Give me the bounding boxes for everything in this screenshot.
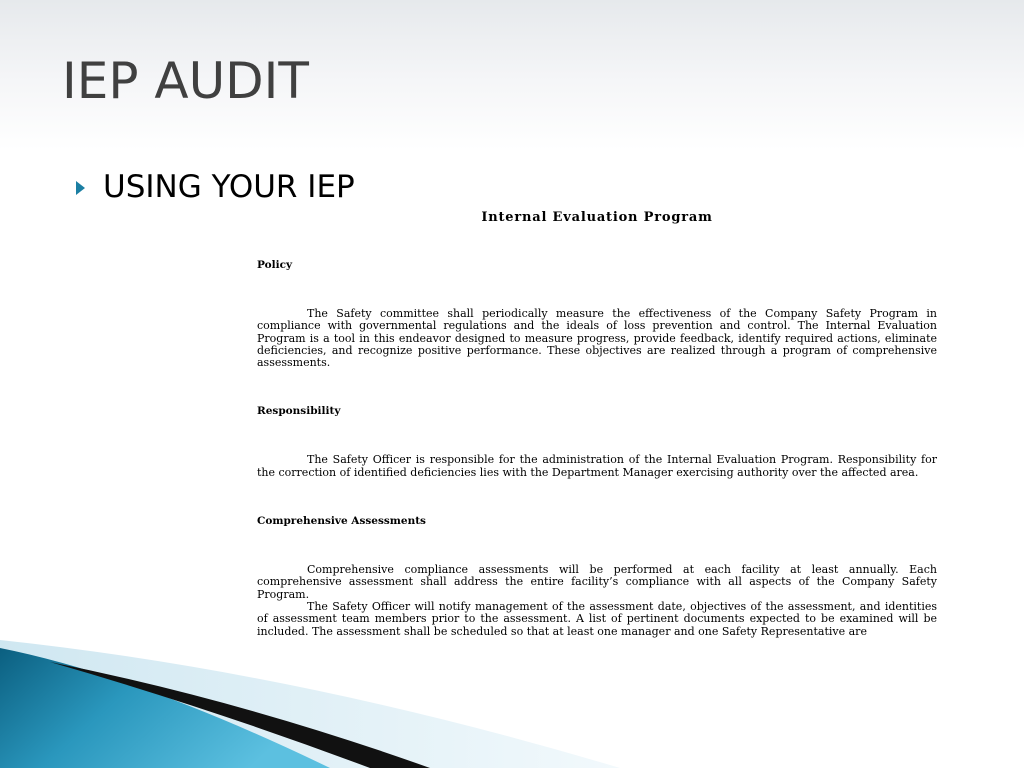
- policy-paragraph: The Safety committee shall periodically measure the effectiveness of the Company Safety Program in compliance with governmental regulations and the ideals of loss prevention and control. The Internal Evaluation Program is a tool in this endeavor designed to measure progress, provide feedback, identify required actions, eliminate deficiencies, and recognize positive performance. These objectives are realized through a program of comprehensive assessments.: [257, 307, 937, 370]
- blue-wave-shape: [0, 648, 330, 768]
- bullet-text: USING YOUR IEP: [103, 169, 355, 205]
- black-swoosh-shape: [50, 662, 430, 768]
- slide-title: IEP AUDIT: [62, 52, 309, 110]
- section-heading-responsibility: Responsibility: [257, 405, 341, 418]
- section-heading-comprehensive-assessments: Comprehensive Assessments: [257, 515, 426, 528]
- responsibility-paragraph: The Safety Officer is responsible for the administration of the Internal Evaluation Program. Responsibility for the correction of identified deficiencies lies with the Department Manager exercising authority over the affected area.: [257, 453, 937, 479]
- assessments-paragraph-1: Comprehensive compliance assessments will be performed at each facility at least annually. Each comprehensive assessment shall address the entire facility’s compliance with all aspects of the Company Safety Program.: [257, 563, 937, 601]
- triangle-bullet-icon: [76, 181, 85, 195]
- embedded-document: [257, 210, 937, 638]
- document-title: Internal Evaluation Program: [481, 210, 713, 225]
- pale-wave-shape: [0, 640, 620, 768]
- section-heading-policy: Policy: [257, 259, 293, 271]
- bullet-item: [76, 169, 355, 205]
- assessments-paragraph-2: The Safety Officer will notify management of the assessment date, objectives of the assessment, and identities of assessment team members prior to the assessment. A list of pertinent documents expected to be examined will be included. The assessment shall be scheduled so that at least one manager and one Safety Representative are: [257, 599, 937, 638]
